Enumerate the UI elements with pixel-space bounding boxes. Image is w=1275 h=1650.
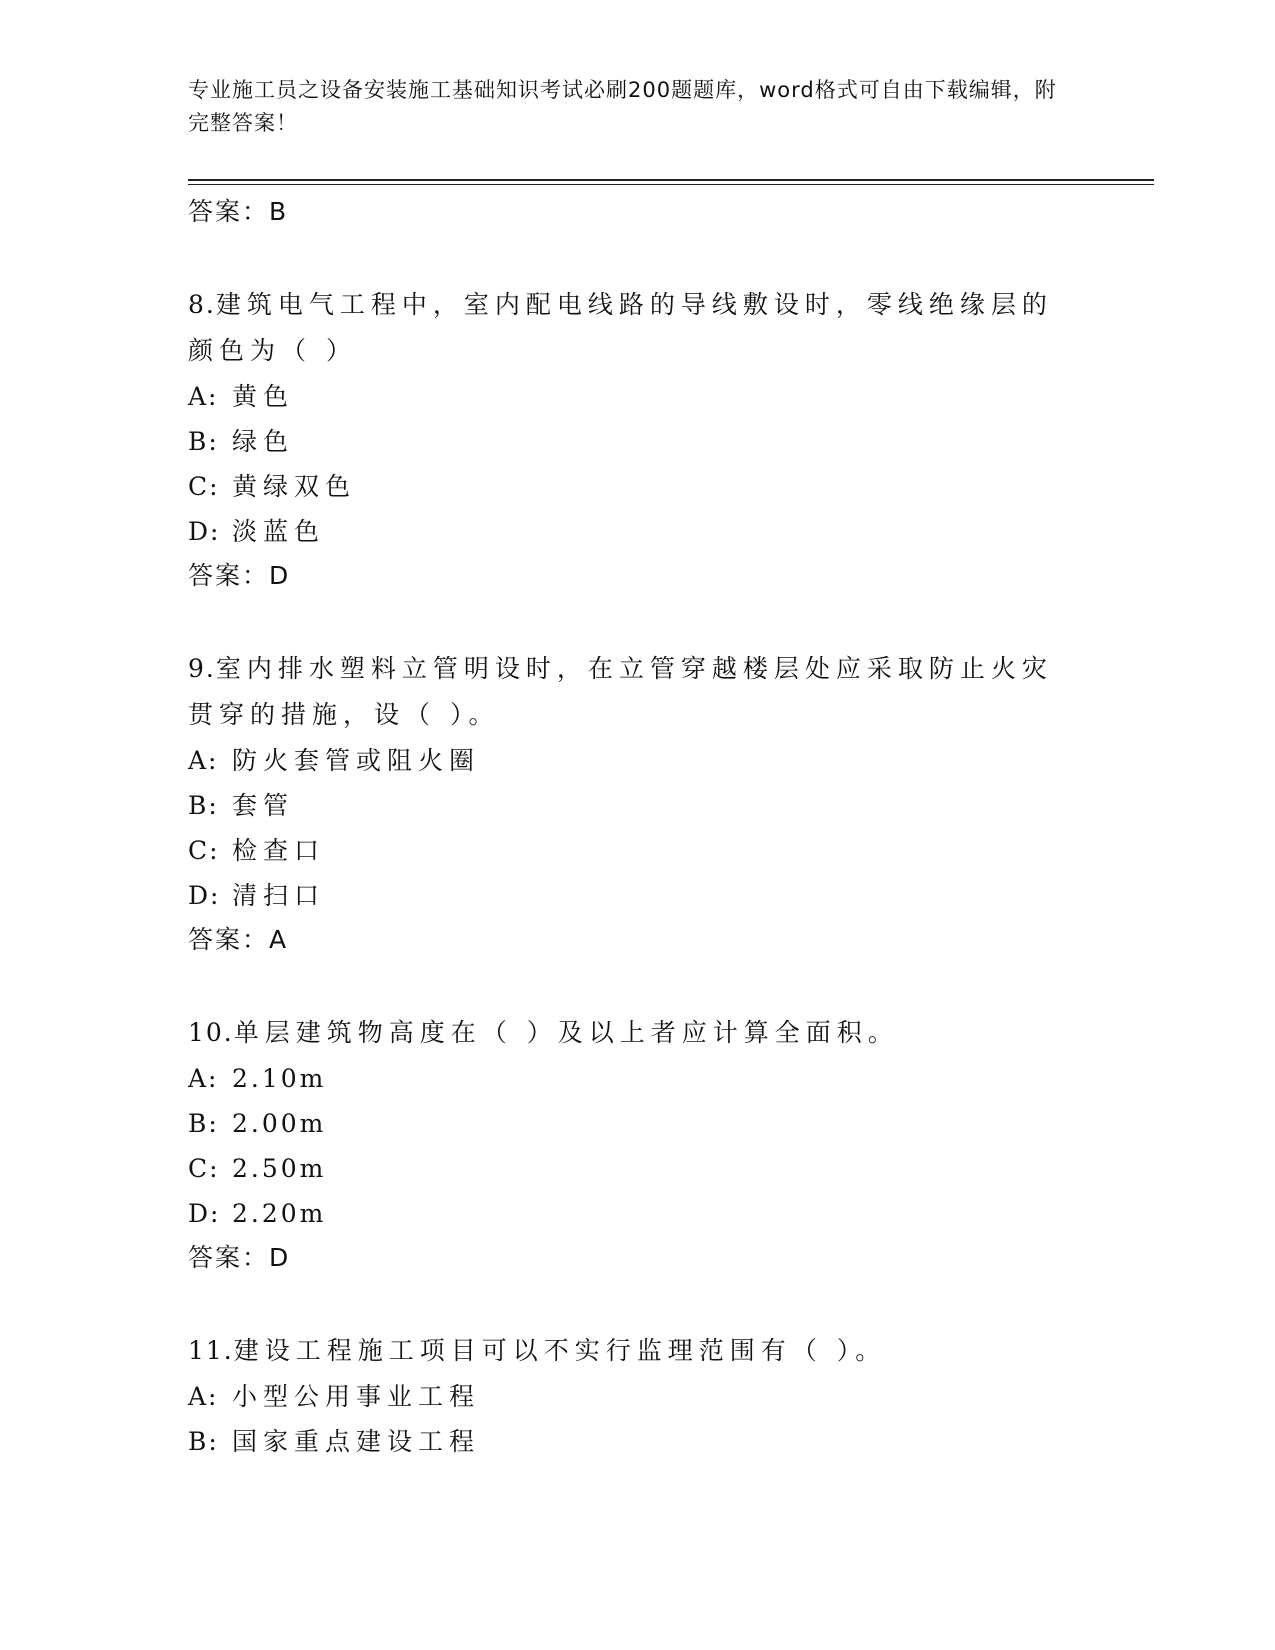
option-text: 2.00m <box>232 1109 327 1138</box>
answer-line: 答案：A <box>188 925 289 954</box>
question-block <box>188 1328 1088 1464</box>
option-text: 黄绿双色 <box>232 472 357 501</box>
question-stem: 建设工程施工项目可以不实行监理范围有（ ）。 <box>233 1336 887 1365</box>
question-stem: 室内排水塑料立管明设时，在立管穿越楼层处应采取防止火灾贯穿的措施，设（ ）。 <box>188 654 1053 729</box>
answer-line: 答案：D <box>188 1243 291 1272</box>
option-text: 国家重点建设工程 <box>232 1427 481 1456</box>
option-c <box>188 464 1088 509</box>
option-text: 黄色 <box>232 382 295 411</box>
option-text: 2.50m <box>232 1154 327 1183</box>
option-text: 检查口 <box>232 836 326 865</box>
option-text: 清扫口 <box>232 881 326 910</box>
option-letter: A: <box>188 746 219 775</box>
option-text: 绿色 <box>232 427 295 456</box>
question-number: 9. <box>188 654 216 683</box>
document-header <box>188 74 1068 140</box>
option-letter: B: <box>188 1427 219 1456</box>
question-block <box>188 1010 1088 1280</box>
option-letter: A: <box>188 1382 219 1411</box>
question-number: 10. <box>188 1018 234 1047</box>
option-b <box>188 1101 1088 1146</box>
question-text <box>188 646 1068 738</box>
question-list <box>188 190 1088 1464</box>
option-b <box>188 419 1088 464</box>
header-divider-thin <box>188 184 1154 185</box>
option-text: 小型公用事业工程 <box>232 1382 481 1411</box>
question-stem: 建筑电气工程中，室内配电线路的导线敷设时，零线绝缘层的颜色为（ ） <box>188 290 1053 365</box>
option-letter: B: <box>188 791 219 820</box>
option-b <box>188 1419 1088 1464</box>
answer-line: 答案：B <box>188 197 289 226</box>
option-c <box>188 1146 1088 1191</box>
question-block <box>188 282 1088 598</box>
option-a <box>188 738 1088 783</box>
question-text <box>188 1328 1068 1374</box>
option-a <box>188 1374 1088 1419</box>
option-letter: B: <box>188 427 219 456</box>
option-text: 套管 <box>232 791 295 820</box>
question-number: 11. <box>188 1336 234 1365</box>
question-stem: 单层建筑物高度在（ ）及以上者应计算全面积。 <box>233 1018 899 1047</box>
question-block <box>188 646 1088 962</box>
option-letter: D: <box>188 881 221 910</box>
option-letter: A: <box>188 382 219 411</box>
option-a <box>188 374 1088 419</box>
question-text <box>188 1010 1068 1056</box>
option-text: 防火套管或阻火圈 <box>232 746 481 775</box>
option-a <box>188 1056 1088 1101</box>
option-text: 2.10m <box>232 1064 327 1093</box>
option-d <box>188 509 1088 554</box>
option-letter: A: <box>188 1064 219 1093</box>
question-number: 8. <box>188 290 216 319</box>
option-letter: C: <box>188 1154 220 1183</box>
option-letter: D: <box>188 1199 221 1228</box>
option-text: 淡蓝色 <box>232 517 326 546</box>
answer-line: 答案：D <box>188 561 291 590</box>
option-text: 2.20m <box>232 1199 327 1228</box>
header-title: 专业施工员之设备安装施工基础知识考试必刷200题题库，word格式可自由下载编辑，附完整答案！ <box>188 78 1057 135</box>
option-c <box>188 828 1088 873</box>
option-d <box>188 873 1088 918</box>
question-text <box>188 282 1068 374</box>
header-divider-thick <box>188 179 1154 181</box>
option-b <box>188 783 1088 828</box>
option-letter: C: <box>188 836 220 865</box>
option-letter: B: <box>188 1109 219 1138</box>
option-letter: D: <box>188 517 221 546</box>
option-letter: C: <box>188 472 220 501</box>
option-d <box>188 1191 1088 1236</box>
